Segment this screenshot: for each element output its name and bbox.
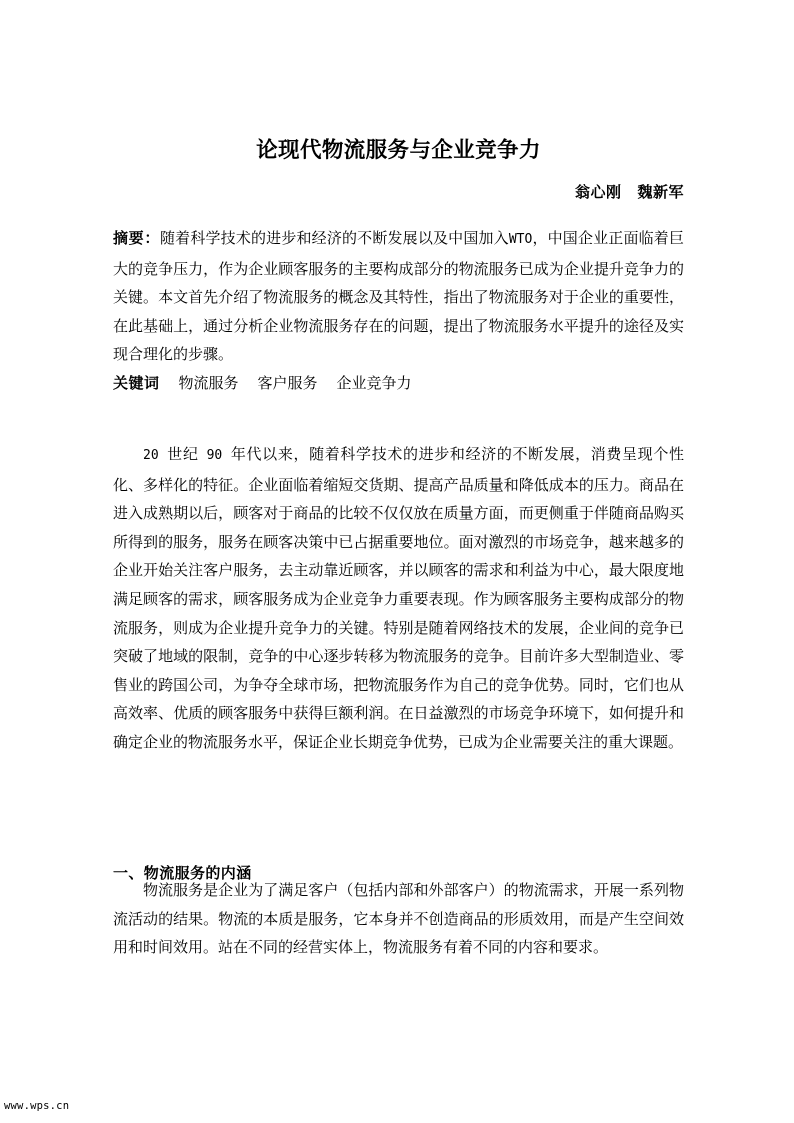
- body-text-a: 世纪: [166, 445, 199, 463]
- keyword-item-1: 物流服务: [178, 373, 239, 392]
- keywords-line: [113, 369, 684, 398]
- abstract-paragraph: [113, 224, 684, 369]
- abstract-inline-latin: WTO: [508, 232, 533, 247]
- section-1-body: [113, 876, 684, 962]
- abstract-text-part1: 随着科学技术的进步和经济的不断发展以及中国加入: [160, 229, 509, 247]
- keywords-label: 关键词: [113, 373, 160, 392]
- author-name-1: 翁心刚: [574, 183, 622, 201]
- body-text-b: 年代以来，随着科学技术的进步和经济的不断发展，消费呈现个性化、多样化的特征。企业面临着缩短交货期、提高产品质量和降低成本的压力。商品在进入成熟期以后，顾客对于商品的比较不仅仅放在质量方面，而更侧重于伴随商品购买所得到的服务，服务在顾客决策中已占据重要地位。面对激烈的市场竞争，越来越多的企业开始关注客户服务，去主动靠近顾客，并以顾客的需求和利益为中心，最大限度地满足顾客的需求，顾客服务成为企业竞争力重要表现。作为顾客服务主要构成部分的物流服务，则成为企业提升竞争力的关键。特别是随着网络技术的发展，企业间的竞争已突破了地域的限制，竞争的中心逐步转移为物流服务的竞争。目前许多大型制造业、零售业的跨国公司，为争夺全球市场，把物流服务作为自己的竞争优势。同时，它们也从高效率、优质的顾客服务中获得巨额利润。在日益激烈的市场竞争环境下，如何提升和确定企业的物流服务水平，保证企业长期竞争优势，已成为企业需要关注的重大课题。: [113, 445, 684, 751]
- section-heading-1: 一、物流服务的内涵: [113, 864, 252, 883]
- abstract-text-part2: ，中国企业正面临着巨大的竞争压力，作为企业顾客服务的主要构成部分的物流服务已成为企业提升竞争力的关键。本文首先介绍了物流服务的概念及其特性，指出了物流服务对于企业的重要性，在此基础上，通过分析企业物流服务存在的问题，提出了物流服务水平提升的途径及实现合理化的步骤。: [113, 229, 684, 363]
- body-section: [113, 440, 684, 757]
- section-1-paragraph: 物流服务是企业为了满足客户（包括内部和外部客户）的物流需求，开展一系列物流活动的结果。物流的本质是服务，它本身并不创造商品的形质效用，而是产生空间效用和时间效用。站在不同的经营实体上，物流服务有着不同的内容和要求。: [113, 881, 684, 957]
- footer-watermark: www.wps.cn: [4, 1100, 70, 1112]
- body-number-2: 90: [206, 448, 223, 463]
- page-title: 论现代物流服务与企业竞争力: [256, 138, 541, 163]
- author-name-2: 魏新军: [637, 183, 684, 201]
- body-number-1: 20: [143, 448, 159, 463]
- abstract-label: 摘要：: [113, 229, 160, 247]
- body-paragraph-1: [113, 440, 684, 757]
- keyword-item-2: 客户服务: [257, 373, 318, 392]
- keyword-item-3: 企业竞争力: [336, 373, 412, 392]
- author-line: [113, 181, 684, 202]
- abstract-section: [113, 224, 684, 397]
